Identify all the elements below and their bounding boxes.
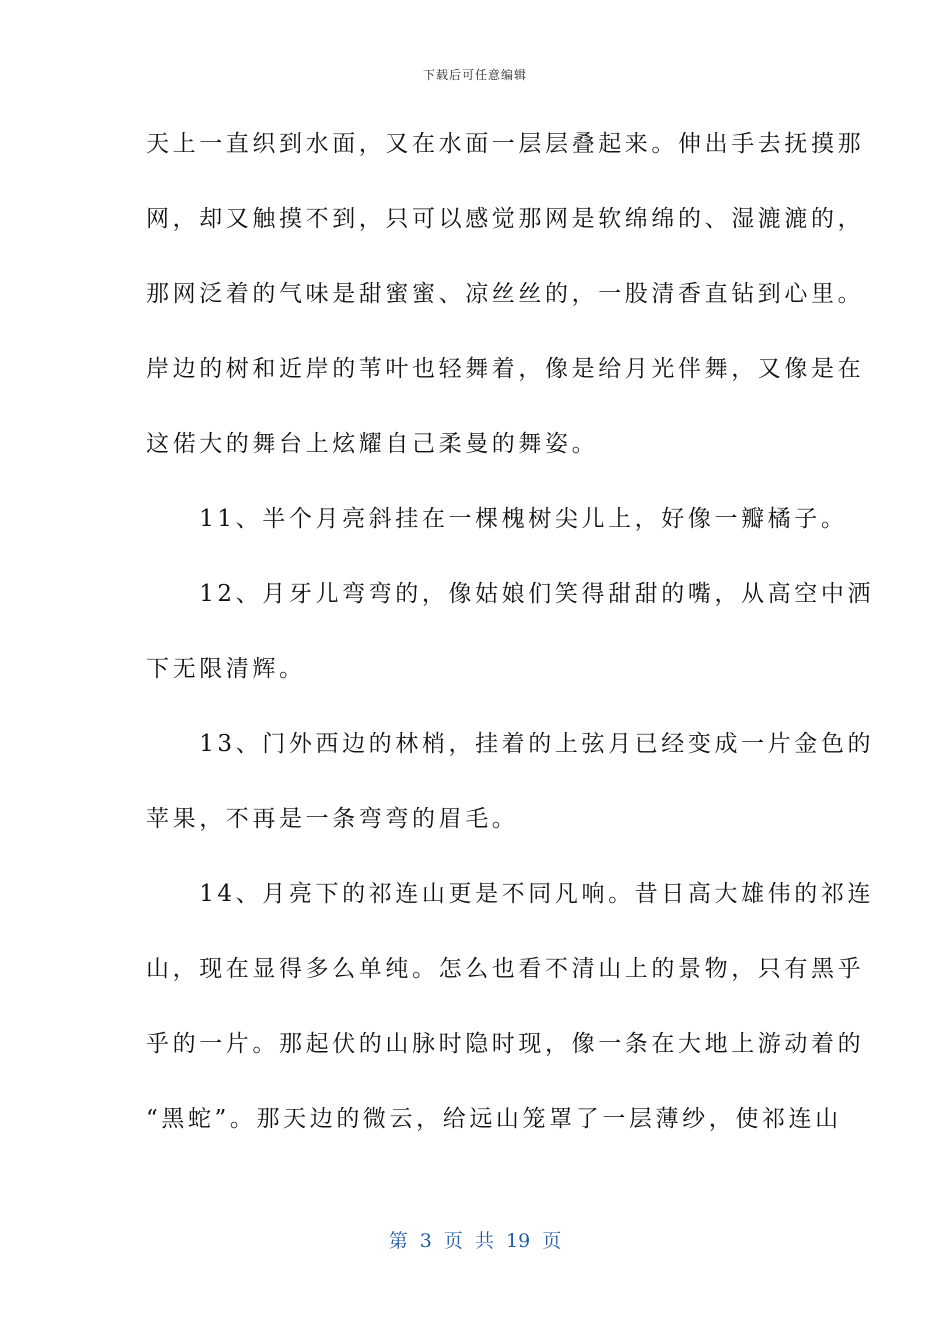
page-number-footer: 第 3 页 共 19 页 (388, 1230, 562, 1252)
text-line: 13、门外西边的林梢，挂着的上弦月已经变成一片金色的 (146, 731, 875, 757)
page-header-note: 下载后可任意编辑 (422, 68, 527, 82)
text-line: 这偌大的舞台上炫耀自己柔曼的舞姿。 (146, 431, 599, 457)
text-line: 乎的一片。那起伏的山脉时隐时现，像一条在大地上游动着的 (146, 1031, 865, 1057)
document-body (146, 122, 875, 1172)
text-line: 天上一直织到水面，又在水面一层层叠起来。伸出手去抚摸那 (146, 131, 865, 157)
text-line: 14、月亮下的祁连山更是不同凡响。昔日高大雄伟的祁连 (146, 881, 875, 907)
text-line: 11、半个月亮斜挂在一棵槐树尖儿上，好像一瓣橘子。 (146, 506, 848, 532)
text-line: 12、月牙儿弯弯的，像姑娘们笑得甜甜的嘴，从高空中洒 (146, 581, 875, 607)
text-line: 网，却又触摸不到，只可以感觉那网是软绵绵的、湿漉漉的， (146, 206, 865, 232)
text-line: “黑蛇”。那天边的微云，给远山笼罩了一层薄纱，使祁连山 (146, 1106, 842, 1132)
text-line: 下无限清辉。 (146, 656, 306, 682)
text-line: 那网泛着的气味是甜蜜蜜、凉丝丝的，一股清香直钻到心里。 (146, 281, 865, 307)
text-line: 苹果，不再是一条弯弯的眉毛。 (146, 806, 519, 832)
text-line: 山，现在显得多么单纯。怎么也看不清山上的景物，只有黑乎 (146, 956, 865, 982)
text-line: 岸边的树和近岸的苇叶也轻舞着，像是给月光伴舞，又像是在 (146, 356, 865, 382)
